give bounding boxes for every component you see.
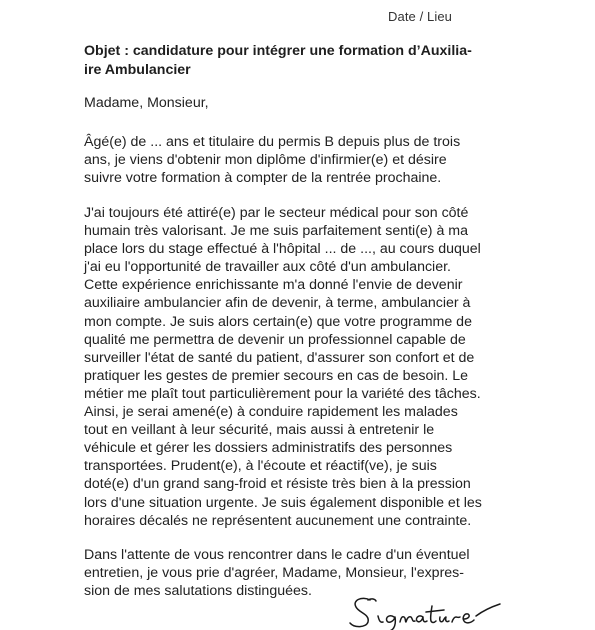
text-line: J'ai toujours été attiré(e) par le secteur médical pour son côté xyxy=(84,205,469,221)
text-line: sion de mes salutations distinguées. xyxy=(84,583,312,600)
text-line: Ainsi, je serai amené(e) à conduire rapidement les malades xyxy=(84,404,458,421)
text-line: pratiquer les gestes de premier secours en cas de besoin. Le xyxy=(84,367,469,384)
text-line: ans, je viens d'obtenir mon diplôme d'infirmier(e) et désire xyxy=(84,152,447,169)
text-line: mon compte. Je suis alors certain(e) que votre programme de xyxy=(84,313,472,330)
text-line: place lors du stage effectué à l'hôpital ... de ..., au cours duquel xyxy=(84,241,481,258)
text-line: humain très valorisant. Je me suis parfaitement senti(e) à ma xyxy=(84,223,469,240)
text-line: Dans l'attente de vous rencontrer dans le cadre d'un éventuel xyxy=(84,547,470,563)
text-line: véhicule et gérer les dossiers administratifs des personnes xyxy=(84,440,453,457)
date-location: Date / Lieu xyxy=(388,9,452,24)
text-line: Âgé(e) de ... ans et titulaire du permis B depuis plus de trois xyxy=(84,134,461,150)
paragraph-intro xyxy=(84,133,514,187)
greeting: Madame, Monsieur, xyxy=(84,95,209,111)
text-line: métier me plaît tout particulièrement pour la variété des tâches. xyxy=(84,385,481,402)
text-line: j'ai eu l'opportunité de travailler aux côté d'un ambulancier. xyxy=(84,259,451,276)
subject-heading xyxy=(84,42,514,80)
handwritten-signature xyxy=(348,590,508,630)
paragraph-motivation xyxy=(84,204,514,530)
text-line: transportées. Prudent(e), à l'écoute et réactif(ve), je suis xyxy=(84,458,437,475)
text-line: horaires décalés ne représentent aucunement une contrainte. xyxy=(84,512,472,529)
text-line: qualité me permettra de devenir un professionnel capable de xyxy=(84,331,466,348)
text-line: surveiller l'état de santé du patient, d'assurer son confort et de xyxy=(84,349,475,366)
text-line: lors d'une situation urgente. Je suis également disponible et les xyxy=(84,494,482,511)
text-line: Cette expérience enrichissante m'a donné l'envie de devenir xyxy=(84,277,463,294)
subject-line: ire Ambulancier xyxy=(84,62,191,78)
text-line: suivre votre formation à compter de la rentrée prochaine. xyxy=(84,170,442,187)
text-line: tout en veillant à leur sécurité, mais aussi à entretenir le xyxy=(84,422,435,439)
text-line: auxiliaire ambulancier afin de devenir, à terme, ambulancier à xyxy=(84,295,471,312)
subject-line: Objet : candidature pour intégrer une formation d’Auxilia- xyxy=(84,43,472,59)
text-line: entretien, je vous prie d'agréer, Madame, Monsieur, l'expres- xyxy=(84,565,464,582)
text-line: doté(e) d'un grand sang-froid et résiste très bien à la pression xyxy=(84,476,471,493)
